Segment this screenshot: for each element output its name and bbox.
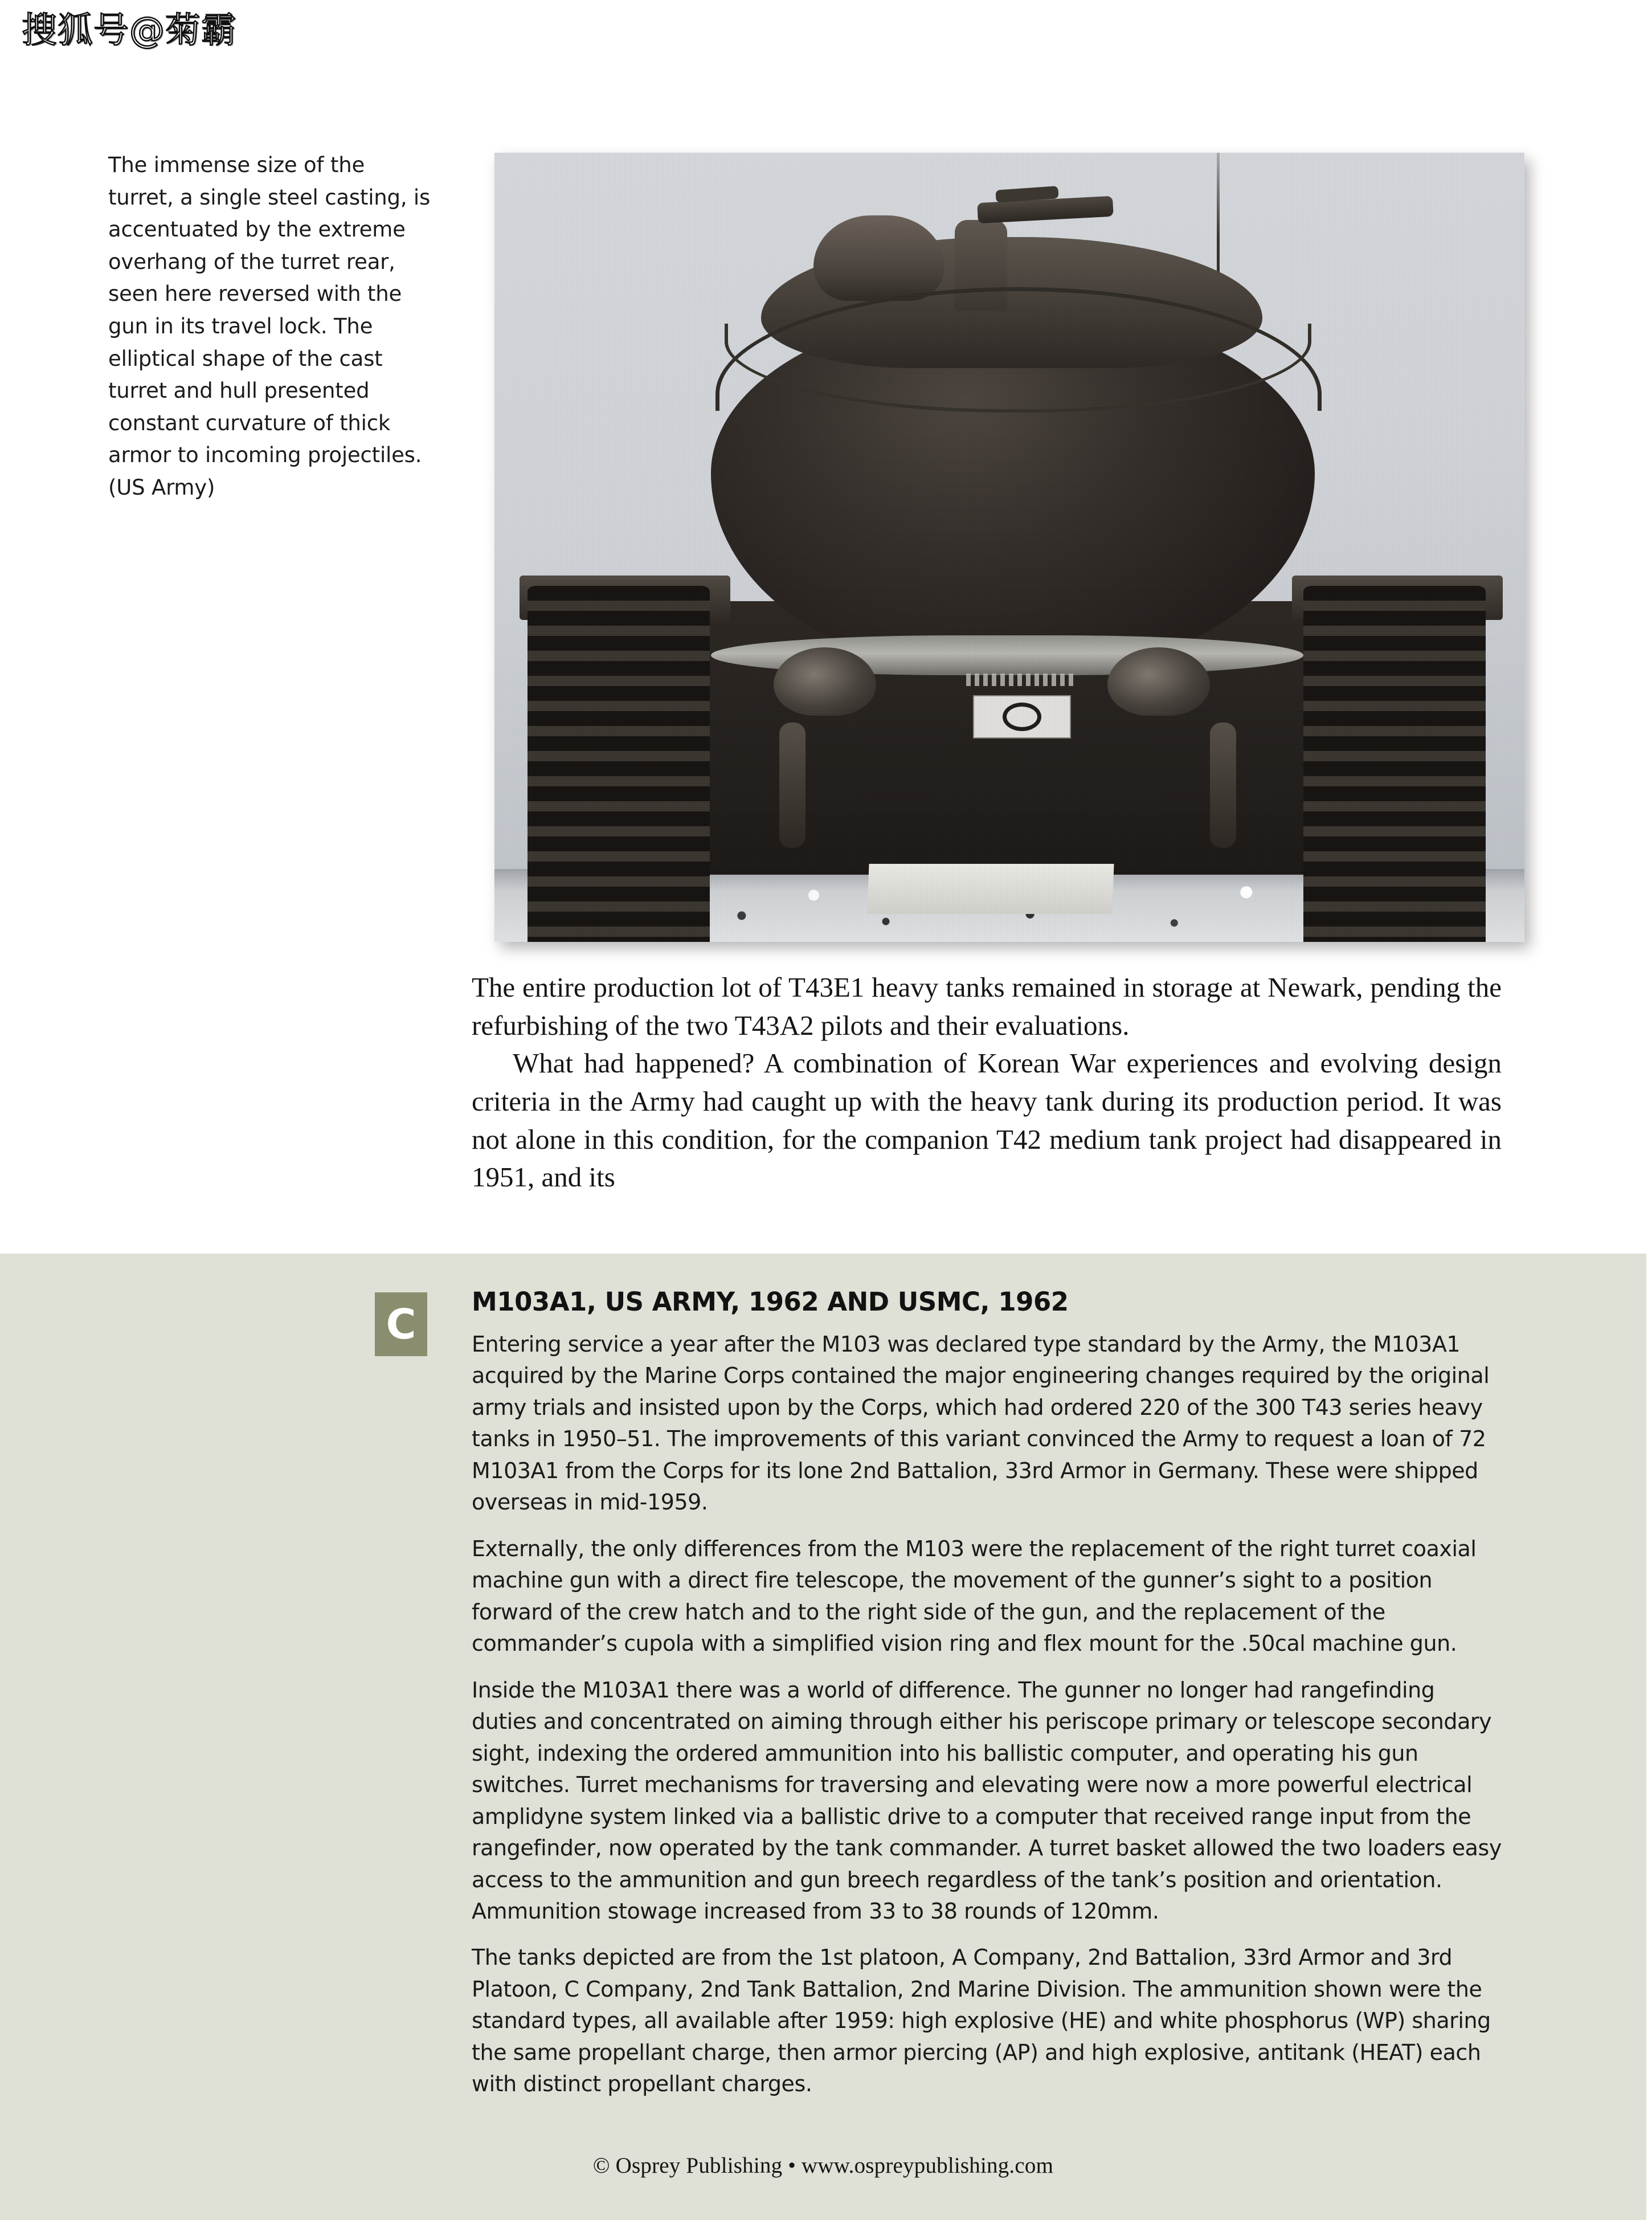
tank-rear-photograph bbox=[494, 153, 1524, 942]
photo-tow-pintle-right bbox=[1210, 723, 1236, 848]
plate-title: M103A1, US ARMY, 1962 AND USMC, 1962 bbox=[472, 1287, 1069, 1317]
photo-unit-placard bbox=[973, 695, 1071, 738]
sohu-watermark: 搜狐号@菊霸 bbox=[22, 9, 238, 51]
body-paragraph-1: The entire production lot of T43E1 heavy tanks remained in storage at Newark, pending the refurbishing of the two T43A2 pilots and their evaluations. bbox=[472, 972, 1502, 1041]
photo-commander-cupola bbox=[813, 215, 944, 301]
photo-lower-light-patch bbox=[867, 864, 1114, 914]
plate-paragraph-3: Inside the M103A1 there was a world of difference. The gunner no longer had rangefinding duties and concentrated on aiming through either his periscope primary or telescope secondary sight, indexing the ordered ammunition into his ballistic computer, and operating his gun switches. Turret mechanisms for traversing and elevating were now a more powerful electrical amplidyne system linked via a ballistic drive to a computer that received range input from the rangefinder, now operated by the tank commander. A turret basket allowed the two loaders easy access to the ammunition and gun breech regardless of the tank’s position and orientation. Ammunition stowage increased from 33 to 38 rounds of 120mm. bbox=[472, 1677, 1502, 1924]
plate-paragraph-2: Externally, the only differences from the M103 were the replacement of the right turret coaxial machine gun with a direct fire telescope, the movement of the gunner’s sight to a position forward of the crew hatch and to the right side of the gun, and the replacement of the commander’s cupola with a simplified vision ring and flex mount for the .50cal machine gun. bbox=[472, 1536, 1477, 1656]
photo-caption: The immense size of the turret, a single steel casting, is accentuated by the extreme overhang of the turret rear, seen here reversed with the gun in its travel lock. The elliptical shape of the cast turret and hull presented constant curvature of thick armor to incoming projectiles. (US Army) bbox=[108, 153, 431, 500]
footer-copyright: © Osprey Publishing • www.ospreypublishing.com bbox=[592, 2153, 1054, 2178]
plate-paragraph-1: Entering service a year after the M103 was declared type standard by the Army, the M103A1 acquired by the Marine Corps contained the major engineering changes required by the original army trials and insisted upon by the Corps, which had ordered 220 of the 300 T43 series heavy tanks in 1950–51. The improvements of this variant convinced the Army to request a loan of 72 M103A1 from the Corps for its lone 2nd Battalion, 33rd Armor in Germany. These were shipped overseas in mid-1959. bbox=[472, 1332, 1490, 1515]
plate-paragraph-4: The tanks depicted are from the 1st platoon, A Company, 2nd Battalion, 33rd Armor and 3rd Platoon, C Company, 2nd Tank Battalion, 2nd Marine Division. The ammunition shown were the standard types, all available after 1959: high explosive (HE) and white phosphorus (WP) sharing the same propellant charge, then armor piercing (AP) and high explosive, antitank (HEAT) each with distinct propellant charges. bbox=[472, 1945, 1491, 2097]
photo-hull-stencil bbox=[966, 674, 1074, 686]
plate-body-text bbox=[472, 1329, 1503, 2100]
body-text-column bbox=[472, 969, 1502, 1197]
photo-tow-pintle-left bbox=[779, 723, 805, 848]
photo-taillight-left bbox=[774, 647, 876, 716]
photo-track-right bbox=[1303, 586, 1486, 942]
body-paragraph-2: What had happened? A combination of Korean War experiences and evolving design criteria in the Army had caught up with the heavy tank during its production period. It was not alone in this condition, for the companion T42 medium tank project had disappeared in 1951, and its bbox=[472, 1047, 1502, 1193]
photo-taillight-right bbox=[1107, 647, 1210, 716]
plate-letter-badge: C bbox=[375, 1292, 427, 1356]
photo-track-left bbox=[528, 586, 710, 942]
